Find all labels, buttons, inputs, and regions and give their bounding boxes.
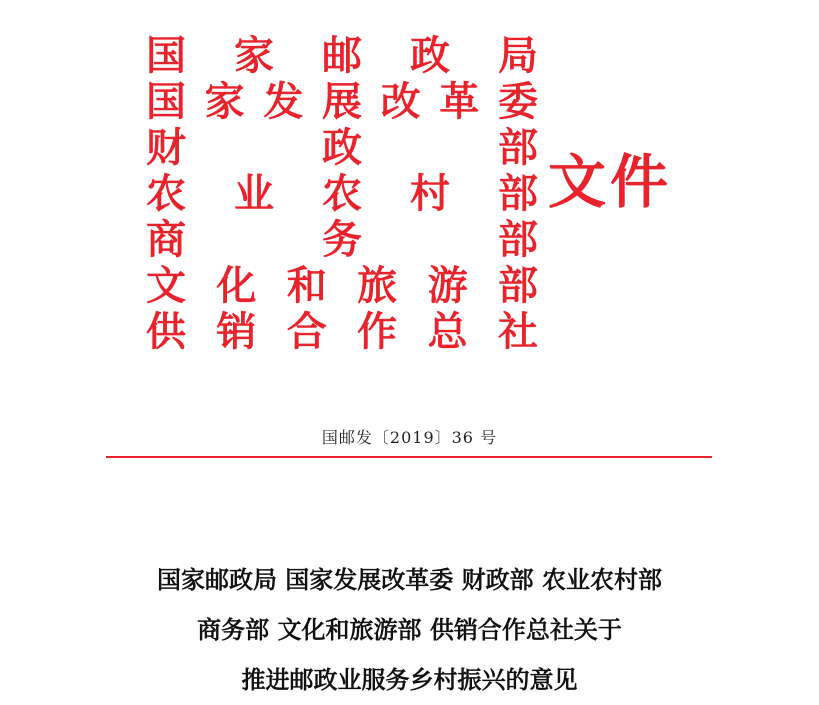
agency-char: 业 bbox=[234, 170, 274, 217]
agency-char: 商 bbox=[146, 216, 186, 263]
agency-char: 总 bbox=[427, 308, 468, 355]
agency-char: 旅 bbox=[357, 262, 398, 309]
agency-char: 文 bbox=[146, 262, 186, 309]
agency-char: 部 bbox=[498, 170, 538, 217]
agency-char: 部 bbox=[497, 262, 538, 309]
agency-char: 委 bbox=[497, 78, 538, 125]
agency-char: 国 bbox=[146, 78, 186, 125]
agency-char: 革 bbox=[439, 78, 480, 125]
agency-char: 社 bbox=[497, 308, 538, 355]
agency-char: 农 bbox=[322, 170, 362, 217]
red-divider-line bbox=[106, 456, 712, 458]
agency-char: 游 bbox=[427, 262, 468, 309]
agency-row-ndrc bbox=[146, 79, 538, 125]
document-title-line-1: 国家邮政局 国家发展改革委 财政部 农业农村部 bbox=[156, 565, 663, 594]
agency-char: 供 bbox=[146, 308, 186, 355]
agency-char: 家 bbox=[204, 78, 245, 125]
agency-char: 部 bbox=[498, 216, 538, 263]
agency-char: 展 bbox=[321, 78, 362, 125]
agency-char: 销 bbox=[216, 308, 257, 355]
agency-char: 发 bbox=[263, 78, 304, 125]
document-title-line-2: 商务部 文化和旅游部 供销合作总社关于 bbox=[197, 615, 622, 644]
agency-char: 务 bbox=[322, 216, 362, 263]
agency-row-finance bbox=[146, 125, 538, 171]
issuing-agencies-block bbox=[146, 33, 538, 355]
agency-char: 部 bbox=[498, 124, 538, 171]
agency-char: 农 bbox=[146, 170, 186, 217]
agency-char: 作 bbox=[357, 308, 398, 355]
document-suffix: 文件 bbox=[548, 148, 673, 216]
agency-char: 家 bbox=[234, 32, 274, 79]
agency-char: 财 bbox=[146, 124, 186, 171]
agency-row-culture-tourism bbox=[146, 263, 538, 309]
agency-char: 和 bbox=[286, 262, 327, 309]
agency-char: 国 bbox=[146, 32, 186, 79]
agency-char: 局 bbox=[498, 32, 538, 79]
document-title-line-3: 推进邮政业服务乡村振兴的意见 bbox=[241, 665, 578, 694]
agency-char: 邮 bbox=[322, 32, 362, 79]
agency-char: 化 bbox=[216, 262, 257, 309]
agency-char: 村 bbox=[410, 170, 450, 217]
agency-row-agriculture bbox=[146, 171, 538, 217]
agency-row-post-bureau bbox=[146, 33, 538, 79]
agency-char: 政 bbox=[322, 124, 362, 171]
agency-char: 合 bbox=[286, 308, 327, 355]
agency-char: 政 bbox=[410, 32, 450, 79]
agency-char: 改 bbox=[380, 78, 421, 125]
document-number: 国邮发〔2019〕36 号 bbox=[321, 428, 498, 447]
agency-row-commerce bbox=[146, 217, 538, 263]
agency-row-supply-marketing bbox=[146, 309, 538, 355]
